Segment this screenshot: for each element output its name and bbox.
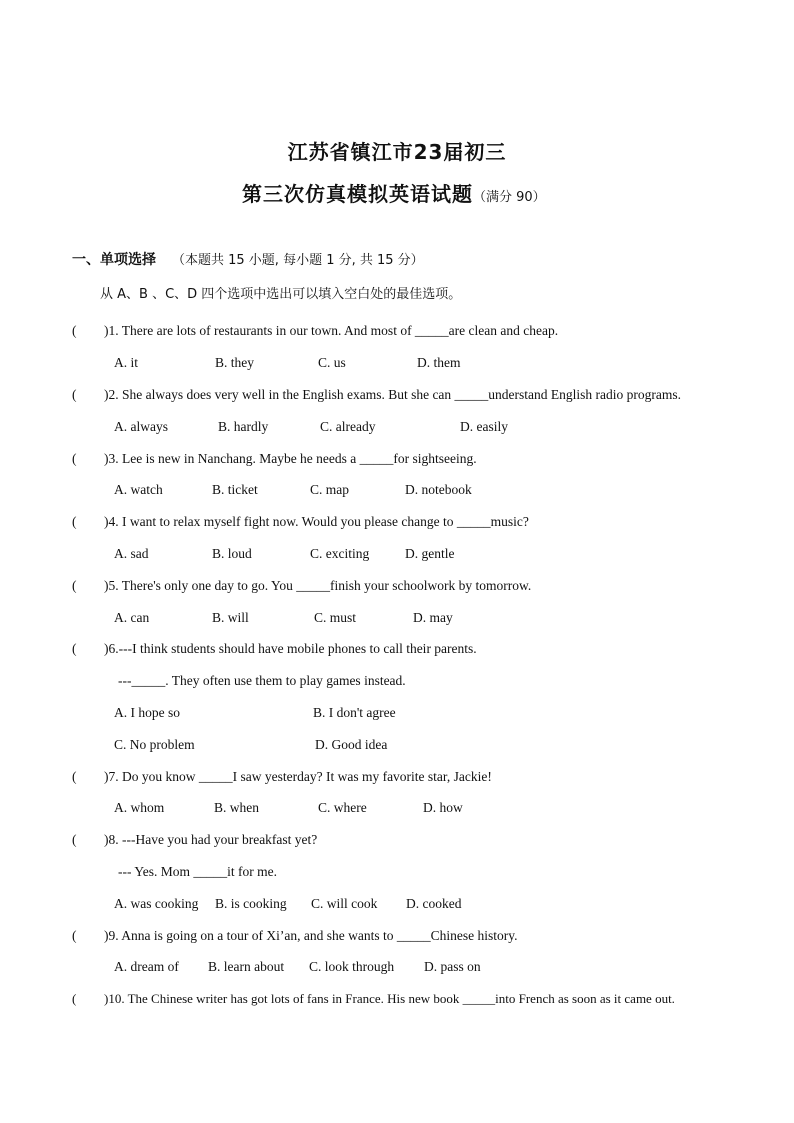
question-dialogue-line: ---_____. They often use them to play games instead. xyxy=(118,673,406,688)
answer-blank[interactable]: ( xyxy=(72,387,77,402)
option-c: C. look through xyxy=(309,959,395,974)
option-d: D. gentle xyxy=(405,546,455,561)
section-info: （本题共 15 小题, 每小题 1 分, 共 15 分） xyxy=(172,253,424,268)
option-c: C. map xyxy=(310,482,349,497)
question-stem: )8. ---Have you had your breakfast yet? xyxy=(104,832,318,847)
answer-blank[interactable]: ( xyxy=(72,323,77,338)
option-a: A. was cooking xyxy=(114,896,199,911)
option-b: B. is cooking xyxy=(215,896,287,911)
question-7 xyxy=(72,769,492,785)
option-d: D. may xyxy=(413,610,453,625)
exam-title-line1: 江苏省镇江市23届初三 xyxy=(287,140,507,164)
option-d: D. pass on xyxy=(424,959,481,974)
option-c: C. will cook xyxy=(311,896,378,911)
question-1 xyxy=(72,323,558,339)
question-stem: )3. Lee is new in Nanchang. Maybe he needs a _____for sightseeing. xyxy=(104,451,477,466)
section-heading xyxy=(72,249,424,269)
answer-blank[interactable]: ( xyxy=(72,578,77,593)
option-c: C. already xyxy=(320,419,376,434)
question-stem: )1. There are lots of restaurants in our town. And most of _____are clean and cheap. xyxy=(104,323,559,338)
question-stem: )2. She always does very well in the English exams. But she can _____understand English radio programs. xyxy=(104,387,682,402)
option-c: C. us xyxy=(318,355,346,370)
question-dialogue-line: --- Yes. Mom _____it for me. xyxy=(118,864,277,879)
option-b: B. when xyxy=(214,800,259,815)
section-instruction: 从 A、B 、C、D 四个选项中选出可以填入空白处的最佳选项。 xyxy=(100,287,462,302)
answer-blank[interactable]: ( xyxy=(72,832,77,847)
option-a: A. sad xyxy=(114,546,149,561)
option-c: C. where xyxy=(318,800,367,815)
question-2 xyxy=(72,387,681,403)
option-a: A. it xyxy=(114,355,139,370)
question-stem: )4. I want to relax myself fight now. Would you please change to _____music? xyxy=(104,514,529,529)
option-b: B. learn about xyxy=(208,959,285,974)
answer-blank[interactable]: ( xyxy=(72,451,77,466)
question-stem: )10. The Chinese writer has got lots of fans in France. His new book _____into French as soon as it came out. xyxy=(104,991,675,1006)
option-a: A. always xyxy=(114,419,168,434)
exam-title-line2 xyxy=(242,178,546,207)
question-stem: )9. Anna is going on a tour of Xi’an, and she wants to _____Chinese history. xyxy=(104,928,518,943)
question-6 xyxy=(72,641,477,657)
question-8 xyxy=(72,832,317,848)
option-a: A. whom xyxy=(114,800,165,815)
option-d: D. them xyxy=(417,355,461,370)
answer-blank[interactable]: ( xyxy=(72,928,77,943)
option-d: D. Good idea xyxy=(315,737,388,752)
option-b: B. ticket xyxy=(212,482,258,497)
question-stem: )5. There's only one day to go. You _____finish your schoolwork by tomorrow. xyxy=(104,578,532,593)
answer-blank[interactable]: ( xyxy=(72,991,77,1006)
option-b: B. I don't agree xyxy=(313,705,396,720)
question-4 xyxy=(72,514,529,530)
question-stem: )7. Do you know _____I saw yesterday? It was my favorite star, Jackie! xyxy=(104,769,492,784)
answer-blank[interactable]: ( xyxy=(72,769,77,784)
option-d: D. easily xyxy=(460,419,508,434)
question-stem: )6.---I think students should have mobile phones to call their parents. xyxy=(104,641,477,656)
option-a: A. I hope so xyxy=(114,705,180,720)
option-b: B. loud xyxy=(212,546,252,561)
option-a: A. dream of xyxy=(114,959,179,974)
option-a: A. watch xyxy=(114,482,163,497)
option-b: B. hardly xyxy=(218,419,269,434)
question-3 xyxy=(72,451,477,467)
exam-title-text: 第三次仿真模拟英语试题 xyxy=(242,182,473,206)
score-note: （满分 90） xyxy=(473,190,546,205)
option-d: D. notebook xyxy=(405,482,472,497)
option-d: D. cooked xyxy=(406,896,462,911)
section-title: 一、单项选择 xyxy=(72,252,156,268)
option-c: C. No problem xyxy=(114,737,195,752)
option-a: A. can xyxy=(114,610,150,625)
question-5 xyxy=(72,578,531,594)
answer-blank[interactable]: ( xyxy=(72,641,77,656)
question-9 xyxy=(72,928,517,944)
option-c: C. exciting xyxy=(310,546,370,561)
option-b: B. they xyxy=(215,355,254,370)
option-d: D. how xyxy=(423,800,463,815)
answer-blank[interactable]: ( xyxy=(72,514,77,529)
question-10 xyxy=(72,991,675,1007)
option-b: B. will xyxy=(212,610,249,625)
option-c: C. must xyxy=(314,610,357,625)
